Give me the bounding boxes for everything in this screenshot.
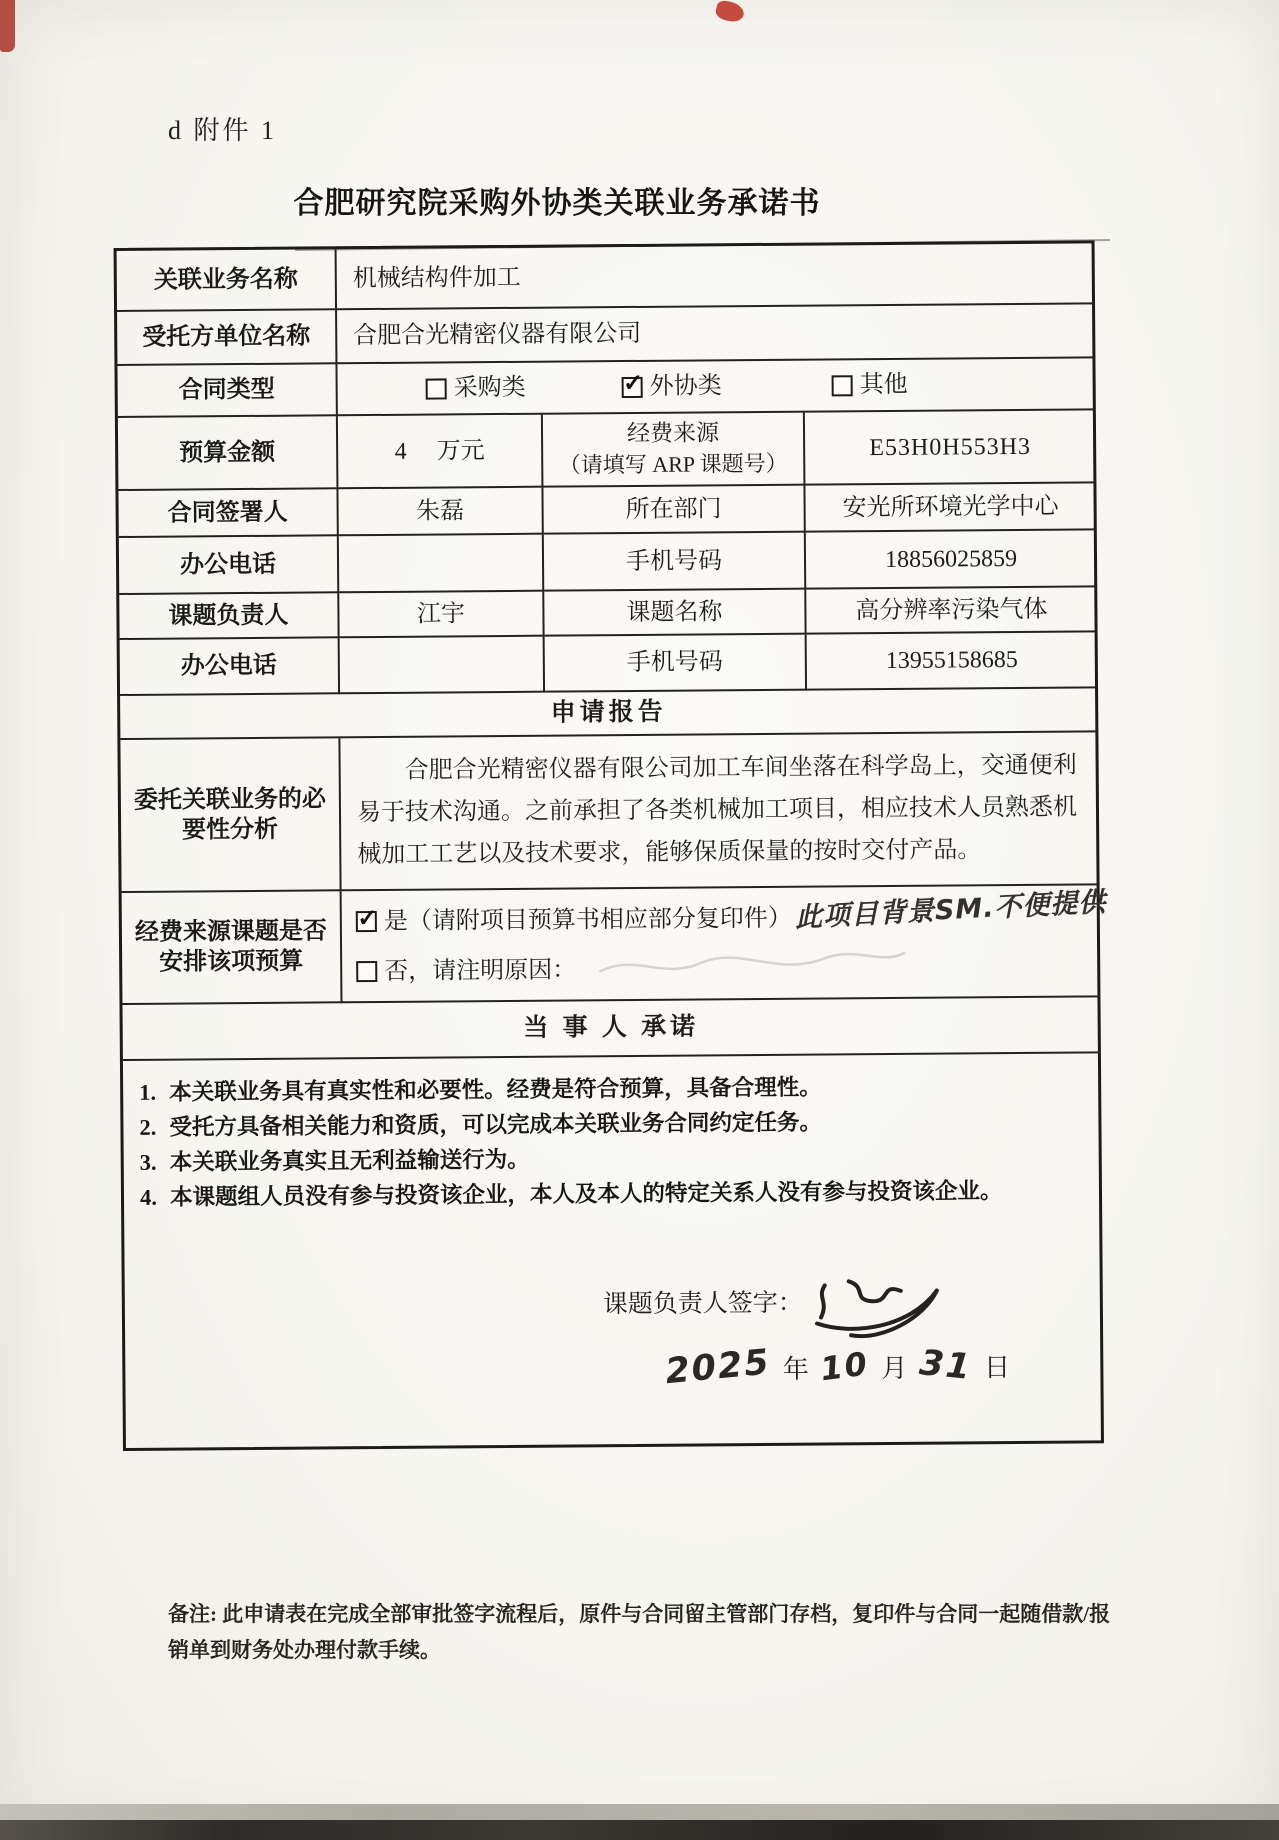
handwritten-day: 31 xyxy=(917,1343,974,1388)
contract-type-options xyxy=(337,358,1094,416)
contract-type-label: 合同类型 xyxy=(117,364,337,418)
mobile-1-value: 18856025859 xyxy=(806,530,1096,589)
option-other xyxy=(832,370,908,401)
budget-arranged-label: 经费来源课题是否安排该项预算 xyxy=(122,891,343,1005)
mobile-2-label: 手机号码 xyxy=(545,635,807,693)
project-name-label: 课题名称 xyxy=(544,590,806,637)
commitment-item: 1. 本关联业务具有真实性和必要性。经费是符合预算，具备合理性。 xyxy=(139,1074,822,1105)
handwritten-note: 此项目背景SM.不便提供 xyxy=(794,886,1108,934)
mobile-2-value: 13955158685 xyxy=(807,632,1097,690)
scan-artifact-red-mark xyxy=(714,0,746,24)
contract-signer-value: 朱磊 xyxy=(338,488,543,537)
checkbox-procurement xyxy=(426,378,447,399)
office-phone-1-label: 办公电话 xyxy=(119,536,339,595)
necessity-label: 委托关联业务的必要性分析 xyxy=(120,738,341,893)
signature-block xyxy=(603,1269,944,1350)
office-phone-2-value xyxy=(340,637,545,695)
application-report-header: 申请报告 xyxy=(120,688,1097,740)
budget-arranged-yes-line xyxy=(356,886,1108,939)
business-name-value: 机械结构件加工 xyxy=(337,243,1094,310)
pi-label: 课题负责人 xyxy=(119,593,339,640)
checkbox-no xyxy=(356,961,377,982)
scan-artifact-bottom-strip-dark xyxy=(0,1820,1279,1840)
checkbox-outsourcing-checked: ✓ xyxy=(622,370,644,398)
faint-pencil-scribble xyxy=(592,937,912,995)
necessity-cell xyxy=(340,732,1098,891)
footer-note xyxy=(168,1596,1123,1668)
budget-amount: 4 xyxy=(394,438,407,465)
budget-label: 预算金额 xyxy=(118,416,339,491)
option-outsourcing xyxy=(622,371,722,402)
budget-arranged-yes-label: 是（请附项目预算书相应部分复印件） xyxy=(383,905,792,935)
scan-artifact-bottom-strip-light xyxy=(0,1804,1279,1820)
funding-source-label xyxy=(543,413,806,488)
pi-signature-scribble xyxy=(811,1269,944,1348)
necessity-text: 合肥合光精密仪器有限公司加工车间坐落在科学岛上，交通便利易于技术沟通。之前承担了各类机械加工项目，相应技术人员熟悉机械加工工艺以及技术要求，能够保质保量的按时交付产品。 xyxy=(356,752,1078,869)
scan-artifact-red-corner xyxy=(0,0,15,52)
day-unit: 日 xyxy=(983,1353,1011,1383)
month-unit: 月 xyxy=(881,1353,908,1384)
checkbox-yes-checked: ✓ xyxy=(357,905,378,933)
attachment-label: d 附件 1 xyxy=(168,116,278,145)
business-name-label: 关联业务名称 xyxy=(117,249,337,312)
trustee-value: 合肥合光精密仪器有限公司 xyxy=(337,304,1094,364)
year-unit: 年 xyxy=(782,1354,809,1384)
department-label: 所在部门 xyxy=(543,486,805,535)
pi-signature-label: 课题负责人签字： xyxy=(602,1289,803,1319)
budget-unit: 万元 xyxy=(436,437,485,465)
option-procurement xyxy=(426,373,526,404)
funding-source-label-line1: 经费来源 xyxy=(626,420,720,447)
arp-project-code: E53H0H553H3 xyxy=(805,410,1096,485)
option-outsourcing-label: 外协类 xyxy=(649,373,722,400)
commitment-header: 当 事 人 承诺 xyxy=(122,997,1099,1061)
mobile-1-label: 手机号码 xyxy=(544,533,806,592)
trustee-label: 受托方单位名称 xyxy=(117,310,337,366)
handwritten-year: 2025 xyxy=(663,1342,773,1393)
contract-signer-label: 合同签署人 xyxy=(118,489,338,538)
option-other-label: 其他 xyxy=(859,371,908,399)
date-block xyxy=(663,1342,1011,1393)
pi-value: 江宇 xyxy=(339,592,544,639)
budget-amount-cell xyxy=(338,415,544,490)
commitment-item: 3. 本关联业务真实且无利益输送行为。 xyxy=(139,1146,530,1175)
budget-arranged-cell xyxy=(342,885,1108,1003)
footer-note-text: 此申请表在完成全部审批签字流程后，原件与合同留主管部门存档，复印件与合同一起随借款/报销单到财务处办理付款手续。 xyxy=(168,1602,1111,1662)
department-value: 安光所环境光学中心 xyxy=(805,483,1095,532)
office-phone-1-value xyxy=(339,535,544,594)
commitment-cell xyxy=(123,1053,1103,1448)
checkbox-other xyxy=(832,375,853,396)
office-phone-2-label: 办公电话 xyxy=(120,638,340,696)
funding-source-label-line2: （请填写 ARP 课题号） xyxy=(558,450,788,478)
document-title: 合肥研究院采购外协类关联业务承诺书 xyxy=(293,187,821,220)
handwritten-month: 10 xyxy=(818,1344,872,1389)
footer-note-label: 备注: xyxy=(168,1602,217,1626)
form-table xyxy=(114,240,1108,1451)
project-name-value: 高分辨率污染气体 xyxy=(806,587,1096,634)
commitment-item: 4. 本课题组人员没有参与投资该企业，本人及本人的特定关系人没有参与投资该企业。 xyxy=(139,1178,1003,1210)
budget-arranged-no-label: 否，请注明原因： xyxy=(384,957,577,985)
budget-arranged-no-line xyxy=(356,955,576,987)
option-procurement-label: 采购类 xyxy=(453,374,526,402)
commitment-item: 2. 受托方具备相关能力和资质，可以完成本关联业务合同约定任务。 xyxy=(139,1109,823,1140)
